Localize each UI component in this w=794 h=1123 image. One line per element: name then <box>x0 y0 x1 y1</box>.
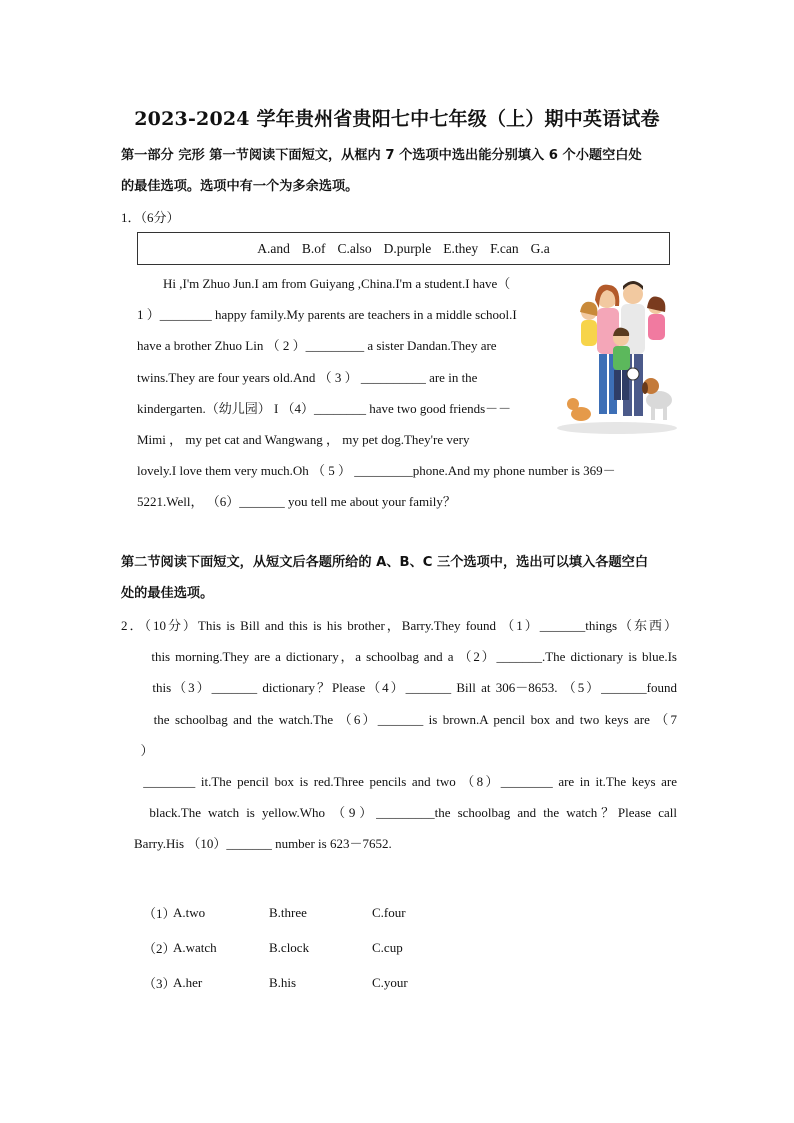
choice-b: B.clock <box>269 939 310 955</box>
option-item: D.purple <box>383 240 432 256</box>
passage-line: black.The watch is yellow.Who （9）_________the schoolbag and the watch？Please call <box>121 805 678 821</box>
part1-heading <box>121 140 677 202</box>
passage-line: the schoolbag and the watch.The （6）_______ is brown.A pencil box and two keys are （7 <box>121 711 677 727</box>
passage-line: have a brother Zhuo Lin （ 2 ）_________ a sister Dandan.They are <box>137 338 497 354</box>
question-2-passage <box>121 610 677 860</box>
page-title: 2023-2024 学年贵州省贵阳七中七年级（上）期中英语试卷 <box>134 108 660 130</box>
choice-c: C.four <box>372 904 406 920</box>
choice-row <box>143 930 452 965</box>
choice-list <box>143 895 452 1000</box>
family-illustration-icon <box>555 276 680 436</box>
option-item: A.and <box>257 240 290 256</box>
passage-line: ） <box>121 742 154 758</box>
part1-heading-line1: 第一部分 完形 第一节阅读下面短文，从框内 7 个选项中选出能分别填入 6 个小题空白处 <box>121 148 642 163</box>
choice-b: B.his <box>269 974 297 990</box>
choice-b: B.three <box>269 904 307 920</box>
choice-a: A.watch <box>173 939 217 955</box>
choice-number: （3） <box>143 976 176 991</box>
passage-1 <box>137 268 546 455</box>
part2-heading <box>121 547 677 609</box>
passage-line: 2．（10分）This is Bill and this is his brother，Barry.They found （1）_______things（东西） <box>121 618 677 633</box>
choice-row <box>143 965 452 1000</box>
choice-c: C.your <box>372 974 408 990</box>
passage-line: this morning.They are a dictionary，a schoolbag and a （2）_______.The dictionary is blue.Is <box>121 649 677 665</box>
choice-a: A.two <box>173 904 206 920</box>
passage-line: Hi ,I'm Zhuo Jun.I am from Guiyang ,China.I'm a student.I have（ <box>137 276 511 291</box>
option-item: G.a <box>530 240 550 256</box>
passage-line: ________ it.The pencil box is red.Three pencils and two （8）________ are in it.The keys are <box>121 774 677 790</box>
choice-row <box>143 895 452 930</box>
passage-line: kindergarten.（幼儿园） I （4）________ have two good friends－－ <box>137 400 512 416</box>
passage-line: Mimi ， my pet cat and Wangwang ， my pet dog.They're very <box>137 432 470 448</box>
choice-number: （2） <box>143 941 176 956</box>
passage-line: Barry.His （10）_______ number is 623－7652. <box>121 836 392 852</box>
option-item: E.they <box>443 240 479 256</box>
passage-line: 5221.Well， （6）_______ you tell me about your family？ <box>137 494 456 510</box>
option-item: B.of <box>301 240 326 256</box>
passage-line: lovely.I love them very much.Oh （ 5 ） _________phone.And my phone number is 369－ <box>137 463 616 478</box>
part2-heading-line2: 处的最佳选项。 <box>121 586 214 601</box>
option-item: C.also <box>337 240 372 256</box>
option-box <box>137 232 670 265</box>
passage-line: this（3）_______ dictionary？Please（4）_______ Bill at 306－8653. （5）_______found <box>121 680 677 696</box>
part1-heading-line2: 的最佳选项。选项中有一个为多余选项。 <box>121 179 359 194</box>
passage-1-tail <box>137 455 675 517</box>
passage-line: twins.They are four years old.And （ 3 ） __________ are in the <box>137 369 478 385</box>
choice-number: （1） <box>143 906 176 921</box>
option-item: F.can <box>490 240 519 256</box>
question-1-label: 1．（6分） <box>121 210 180 225</box>
choice-a: A.her <box>173 974 203 990</box>
passage-line: 1 ）________ happy family.My parents are teachers in a middle school.I <box>137 307 517 323</box>
choice-c: C.cup <box>372 939 403 955</box>
part2-heading-line1: 第二节阅读下面短文，从短文后各题所给的 A、B、C 三个选项中，选出可以填入各题空白 <box>121 555 649 570</box>
